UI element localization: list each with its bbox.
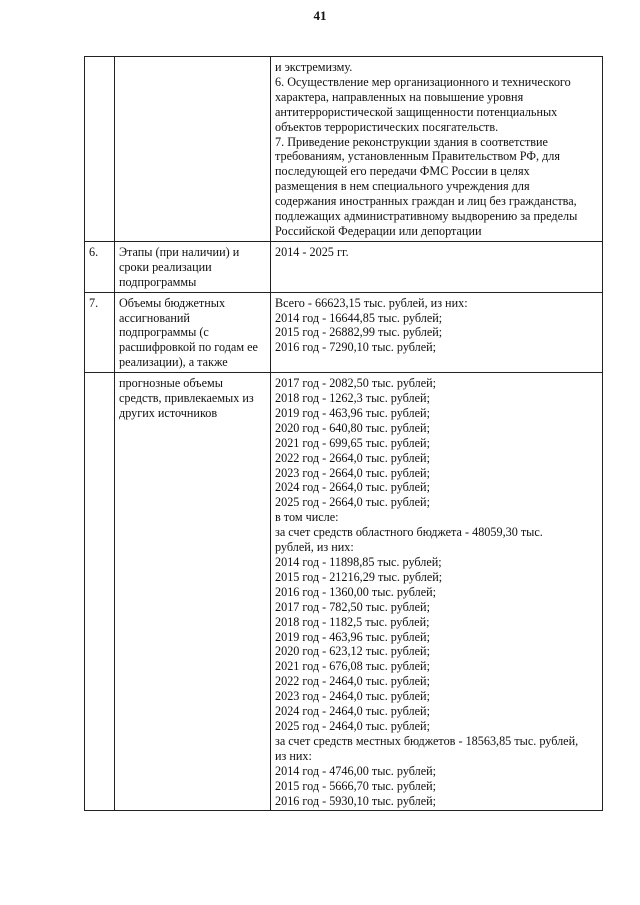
row-content-cell [271,292,603,373]
row-number-cell [85,292,115,373]
row-content-line: из них: [275,748,312,763]
row-label-line: реализации), а также [119,355,228,370]
row-content-line: 2019 год - 463,96 тыс. рублей; [275,629,430,644]
row-label-line: средств, привлекаемых из [119,391,254,406]
row-label-line: других источников [119,405,218,420]
row-label-cell [115,241,271,292]
row-content-line: требованиям, установленным Правительством РФ, для [275,149,560,164]
row-content-line: 2023 год - 2464,0 тыс. рублей; [275,689,430,704]
row-content-cell [271,373,603,811]
row-content-line: 2015 год - 26882,99 тыс. рублей; [275,325,443,340]
row-content-line: содержания иностранных граждан и лиц без гражданства, [275,194,577,209]
row-content-line: 2025 год - 2664,0 тыс. рублей; [275,495,430,510]
row-content-line: 2020 год - 623,12 тыс. рублей; [275,644,430,659]
row-label-line: подпрограммы [119,274,197,289]
row-content-line: Всего - 66623,15 тыс. рублей, из них: [275,295,468,310]
row-content-line: 2016 год - 5930,10 тыс. рублей; [275,793,437,808]
row-content-line: за счет средств областного бюджета - 48059,30 тыс. [275,525,543,540]
row-content-line: 2021 год - 676,08 тыс. рублей; [275,659,430,674]
row-content-line: 2025 год - 2464,0 тыс. рублей; [275,718,430,733]
row-content-line: 2022 год - 2664,0 тыс. рублей; [275,450,430,465]
row-content-line: размещения в нем специального учреждения для [275,179,530,194]
row-label-line: прогнозные объемы [119,376,223,391]
row-content-line: 2016 год - 1360,00 тыс. рублей; [275,584,437,599]
page-number: 41 [313,8,327,23]
row-content-cell [271,57,603,242]
table-row [85,241,603,292]
row-content-line: 2015 год - 5666,70 тыс. рублей; [275,778,437,793]
row-content-line: 2015 год - 21216,29 тыс. рублей; [275,569,443,584]
row-content-line: 2023 год - 2664,0 тыс. рублей; [275,465,430,480]
row-content-line: 6. Осуществление мер организационного и технического [275,74,571,89]
row-number: 6. [89,244,99,259]
row-content-line: подлежащих административному выдворению за пределы [275,209,578,224]
row-label-cell [115,292,271,373]
row-label-line: подпрограммы (с [119,325,209,340]
table-row [85,292,603,373]
row-content-line: характера, направленных на повышение уровня [275,89,524,104]
row-content-line: 7. Приведение реконструкции здания в соответствие [275,134,548,149]
row-content-line: рублей, из них: [275,540,354,555]
row-number-cell [85,241,115,292]
row-content-line: 2017 год - 2082,50 тыс. рублей; [275,376,437,391]
row-content-line: 2018 год - 1182,5 тыс. рублей; [275,614,430,629]
row-label-line: Объемы бюджетных [119,295,226,310]
row-content-line: 2017 год - 782,50 тыс. рублей; [275,599,430,614]
row-content-line: за счет средств местных бюджетов - 18563,85 тыс. рублей, [275,733,579,748]
row-content-line: 2022 год - 2464,0 тыс. рублей; [275,674,430,689]
table-row [85,373,603,811]
row-number-cell [85,57,115,242]
row-content-line: 2014 - 2025 гг. [275,244,349,259]
row-content-line: 2016 год - 7290,10 тыс. рублей; [275,340,437,355]
row-content-cell [271,241,603,292]
row-content-line: 2024 год - 2464,0 тыс. рублей; [275,704,430,719]
row-label-line: сроки реализации [119,259,212,274]
row-content-line: объектов террористических посягательств. [275,119,499,134]
row-label-line: расшифровкой по годам ее [119,340,258,355]
row-content-line: и экстремизму. [275,60,353,74]
row-label-cell [115,373,271,811]
subprogram-passport-table [84,56,603,811]
row-content-line: антитеррористической защищенности потенциальных [275,104,558,119]
table-row [85,57,603,242]
row-label-line: ассигнований [119,310,190,325]
row-content-line: 2024 год - 2664,0 тыс. рублей; [275,480,430,495]
row-content-line: последующей его передачи ФМС России в целях [275,164,530,179]
row-content-line: 2019 год - 463,96 тыс. рублей; [275,405,430,420]
row-label-line: Этапы (при наличии) и [119,244,240,259]
row-content-line: в том числе: [275,510,339,525]
row-content-line: 2014 год - 4746,00 тыс. рублей; [275,763,437,778]
row-content-line: 2014 год - 11898,85 тыс. рублей; [275,555,442,569]
row-content-line: 2021 год - 699,65 тыс. рублей; [275,435,430,450]
row-number: 7. [89,295,99,310]
row-content-line: 2018 год - 1262,3 тыс. рублей; [275,391,430,406]
row-number-cell [85,373,115,811]
row-content-line: 2014 год - 16644,85 тыс. рублей; [275,310,443,325]
row-content-line: 2020 год - 640,80 тыс. рублей; [275,420,430,435]
row-label-cell [115,57,271,242]
row-content-line: Российской Федерации или депортации [275,223,482,238]
